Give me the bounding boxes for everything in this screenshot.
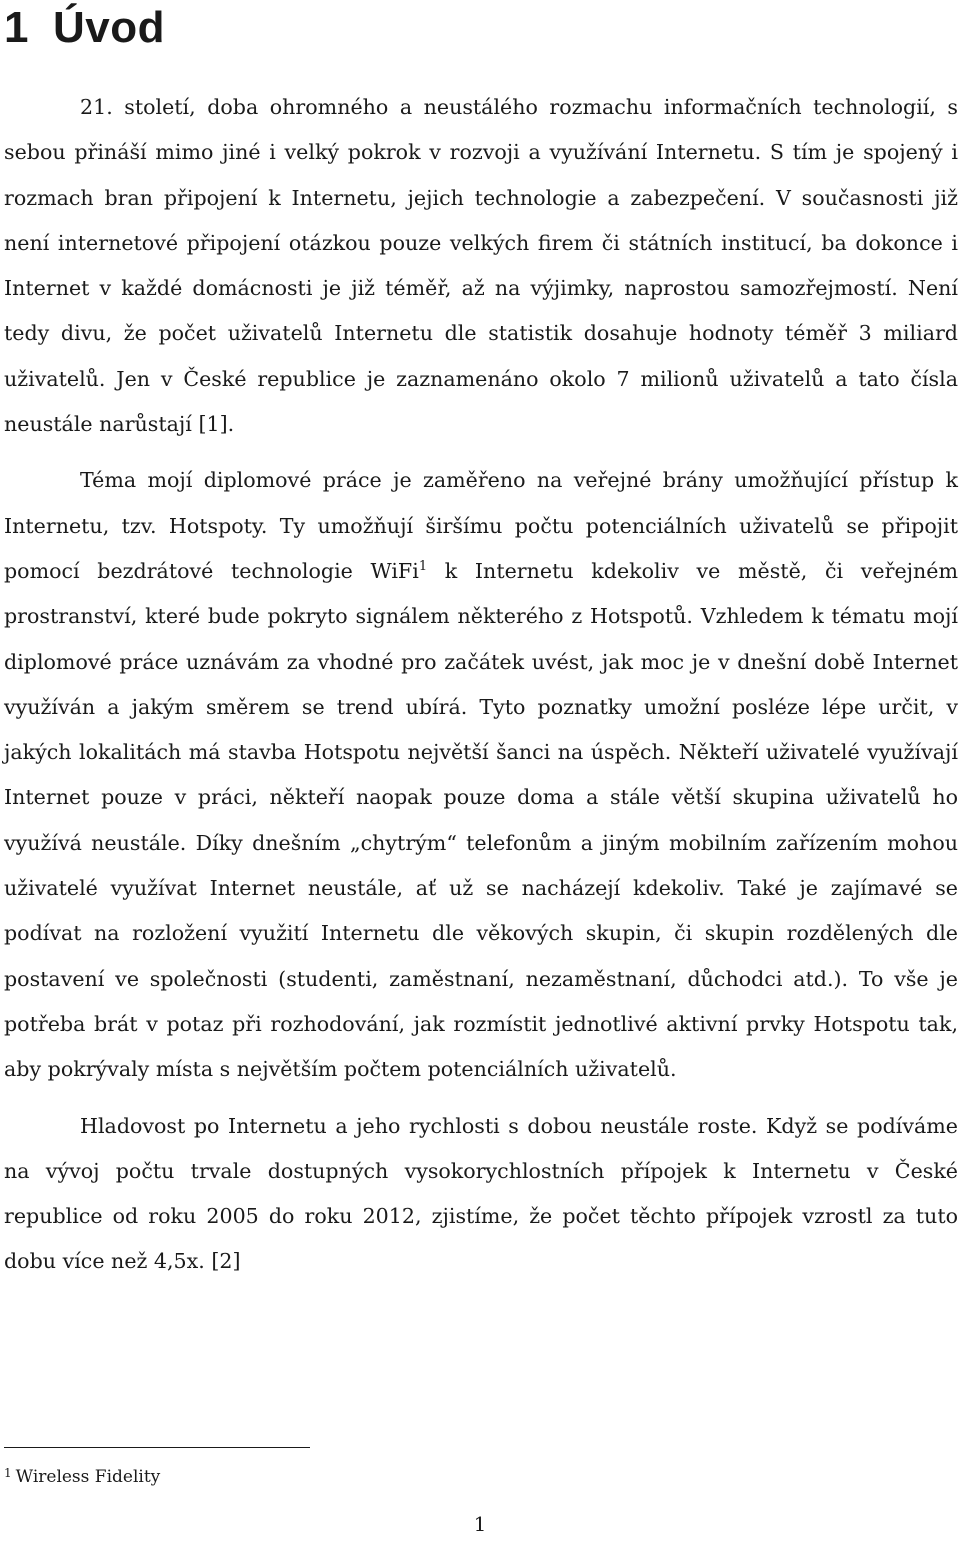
footnote-reference[interactable]: 1 [418, 558, 428, 574]
footnote-separator [4, 1447, 310, 1448]
footnote [4, 1461, 160, 1489]
paragraph-2-text-before-ref: Téma mojí diplomové práce je zaměřeno na veřejné brány umožňující přístup k Internetu, tzv. Hotspoty. Ty umožňují širšímu počtu potenciálních uživatelů se připojit pomocí bezdrátové technologie WiFi [4, 468, 958, 583]
paragraph-3: Hladovost po Internetu a jeho rychlosti s dobou neustále roste. Když se podíváme na vývoj počtu trvale dostupných vysokorychlostních přípojek k Internetu v České republice od roku 2005 do roku 2012, zjistíme, že počet těchto přípojek vzrostl za tuto dobu více než 4,5x. [2] [4, 1113, 958, 1274]
footnote-mark: 1 [4, 1466, 12, 1480]
paragraph-2 [4, 458, 958, 1092]
chapter-title: Úvod [52, 3, 165, 52]
footnote-text: Wireless Fidelity [15, 1467, 161, 1487]
paragraph-2-text-after-ref: k Internetu kdekoliv ve městě, či veřejném prostranství, které bude pokryto signálem některého z Hotspotů. Vzhledem k tématu mojí diplomové práce uznávám za vhodné pro začátek uvést, jak moc je v dnešní době Internet využíván a jakým směrem se trend ubírá. Tyto poznatky umožní posléze lépe určit, v jakých lokalitách má stavba Hotspotu největší šanci na úspěch. Někteří uživatelé využívají Internet pouze v práci, někteří naopak pouze doma a stále větší skupina uživatelů ho využívá neustále. Díky dnešním „chytrým“ telefonům a jiným mobilním zařízením mohou uživatelé využívat Internet neustále, ať už se nacházejí kdekoliv. Také je zajímavé se podívat na rozložení využití Internetu dle věkových skupin, či skupin rozdělených dle postavení ve společnosti (studenti, zaměstnaní, nezaměstnaní, důchodci atd.). To vše je potřeba brát v potaz při rozhodování, jak rozmístit jednotlivé aktivní prvky Hotspotu tak, aby pokrývaly místa s největším počtem potenciálních uživatelů. [4, 558, 958, 1082]
chapter-number: 1 [4, 3, 29, 52]
paragraph-1: 21. století, doba ohromného a neustálého rozmachu informačních technologií, s sebou přináší mimo jiné i velký pokrok v rozvoji a využívání Internetu. S tím je spojený i rozmach bran připojení k Internetu, jejich technologie a zabezpečení. V současnosti již není internetové připojení otázkou pouze velkých firem či státních institucí, ba dokonce i Internet v každé domácnosti je již téměř, až na výjimky, naprostou samozřejmostí. Není tedy divu, že počet uživatelů Internetu dle statistik dosahuje hodnoty téměř 3 miliard uživatelů. Jen v České republice je zaznamenáno okolo 7 milionů uživatelů a tato čísla neustále narůstají [1]. [4, 95, 958, 437]
page-number: 1 [473, 1512, 487, 1536]
chapter-heading [4, 3, 958, 52]
